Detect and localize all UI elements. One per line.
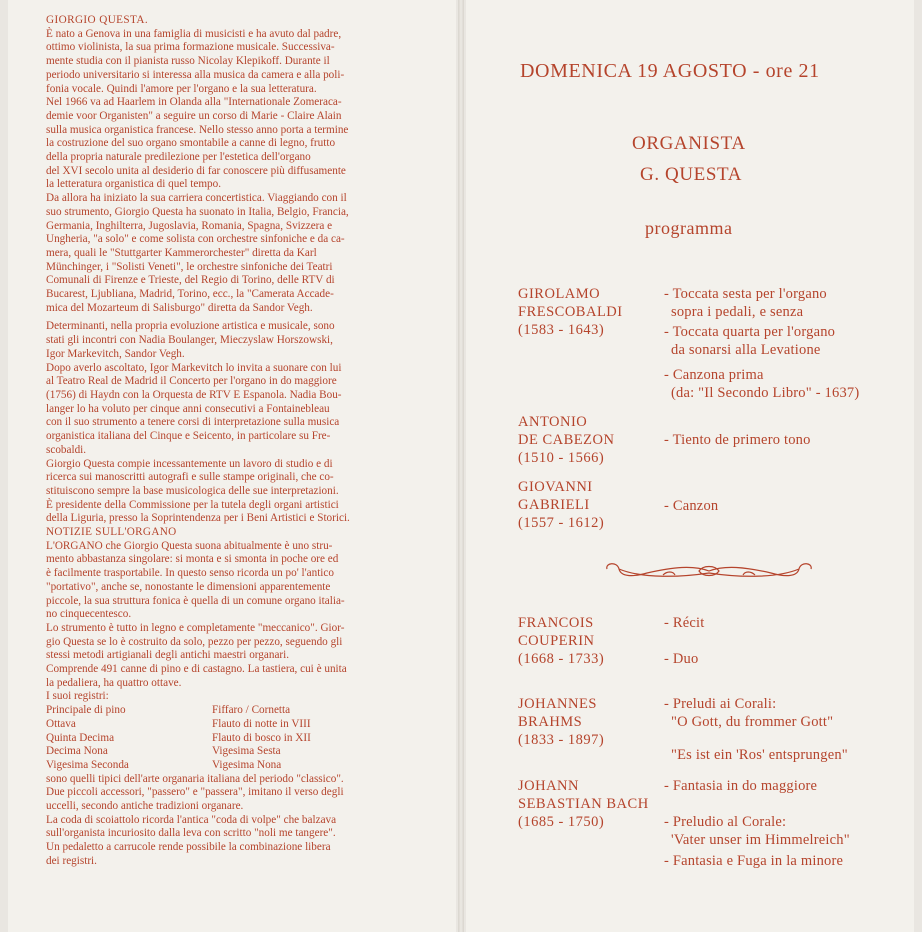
text-line: Bucarest, Ljubliana, Madrid, Torino, ecc., la "Camerata Accade-	[46, 288, 334, 301]
text-line: COUPERIN	[518, 633, 595, 649]
text-line: sulla musica organistica francese. Nello stesso anno porta a termine	[46, 123, 349, 136]
text-line: JOHANN	[518, 778, 579, 794]
programme-piece	[664, 650, 698, 668]
text-line: Vigesima Seconda	[46, 758, 129, 771]
text-line: stituiscono sempre la base musicologica delle sue interpretazioni.	[46, 484, 339, 497]
programme-piece	[664, 695, 833, 731]
programme-piece	[664, 366, 859, 402]
text-line: della Liguria, presso la Soprintendenza per i Beni Artistici e Storici.	[46, 512, 350, 525]
text-line: la pedaliera, ha quattro ottave.	[46, 676, 182, 689]
text-line: SEBASTIAN BACH	[518, 796, 649, 812]
text-line: - Fantasia e Fuga in la minore	[664, 853, 844, 869]
text-line: (1833 - 1897)	[518, 732, 605, 748]
text-line: (1756) di Haydn con la Orquesta de RTV E Espanola. Nadia Bou-	[46, 388, 342, 401]
composer-entry	[518, 614, 604, 668]
text-line: la letteratura organistica di quel tempo.	[46, 178, 222, 191]
programme-piece	[664, 285, 827, 321]
notes-paragraph-1	[46, 540, 406, 704]
text-line: "portativo", anche se, nonostante le dimensioni apparentemente	[46, 580, 331, 593]
programme-piece	[664, 614, 704, 632]
text-line: suo strumento, Giorgio Questa ha suonato in Italia, Belgio, Francia,	[46, 205, 349, 218]
text-line: gio Questa se lo è costruito da solo, pezzo per pezzo, seguendo gli	[46, 635, 343, 648]
programme-piece	[664, 497, 718, 515]
text-line: Ungheria, "a solo" e come solista con orchestre sinfoniche e da ca-	[46, 233, 345, 246]
composer-entry	[518, 413, 614, 467]
text-line: FRESCOBALDI	[518, 304, 623, 320]
text-line: Vigesima Sesta	[212, 745, 281, 758]
programme-heading: programma	[645, 218, 733, 238]
text-line: mera, quali le "Stuttgarter Kammerorchester" diretta da Karl	[46, 246, 317, 259]
text-line: Fiffaro / Cornetta	[212, 704, 291, 717]
text-line: (1557 - 1612)	[518, 515, 605, 531]
text-line: - Fantasia in do maggiore	[664, 778, 818, 794]
performer-name: G. QUESTA	[640, 164, 743, 185]
notes-paragraph-2	[46, 773, 406, 869]
text-line: con il suo strumento a tenere corsi di interpretazione sulla musica	[46, 416, 340, 429]
text-line: - Toccata sesta per l'organo	[664, 286, 827, 302]
text-line: Quinta Decima	[46, 731, 115, 744]
text-line: (1510 - 1566)	[518, 450, 605, 466]
text-line: - Toccata quarta per l'organo	[664, 324, 836, 340]
text-line: (1668 - 1733)	[518, 651, 605, 667]
text-line: Flauto di notte in VIII	[212, 717, 311, 730]
text-line: uccelli, secondo antiche tradizioni organare.	[46, 800, 244, 813]
notes-heading: NOTIZIE SULL'ORGANO	[46, 526, 177, 539]
text-line: GIOVANNI	[518, 479, 593, 495]
fold-crease	[458, 0, 464, 932]
text-line: DE CABEZON	[518, 432, 615, 448]
text-line: mica del Mozarteum di Salisburgo" diretta da Sandor Vegh.	[46, 301, 313, 314]
text-line: FRANCOIS	[518, 615, 594, 631]
text-line: 'Vater unser im Himmelreich"	[671, 832, 850, 848]
text-line: La coda di scoiattolo ricorda l'antica "coda di volpe" che balzava	[46, 813, 337, 826]
text-line: - Tiento de primero tono	[664, 432, 811, 448]
text-line: - Preludio al Corale:	[664, 814, 787, 830]
text-line: Igor Markevitch, Sandor Vegh.	[46, 347, 185, 360]
text-line: fonia vocale. Quindi l'amore per l'organo e la sua letteratura.	[46, 82, 317, 95]
text-line: la costruzione del suo organo smontabile a canne di legno, frutto	[46, 137, 336, 150]
text-line: GIROLAMO	[518, 286, 601, 302]
text-line: Vigesima Nona	[212, 758, 282, 771]
text-line: sono quelli tipici dell'arte organaria italiana del periodo "classico".	[46, 772, 344, 785]
text-line: - Duo	[664, 651, 699, 667]
text-line: (1583 - 1643)	[518, 322, 605, 338]
programme-piece	[664, 777, 817, 795]
text-line: "Es ist ein 'Ros' entsprungen"	[671, 747, 848, 763]
text-line: mente studia con il pianista russo Nicolay Klepikoff. Durante il	[46, 55, 330, 68]
text-line: Comprende 491 canne di pino e di castagno. La tastiera, cui è unita	[46, 663, 347, 676]
composer-entry	[518, 478, 604, 532]
text-line: (1685 - 1750)	[518, 814, 605, 830]
text-line: piccole, la sua struttura fonica è quella di un comune organo italia-	[46, 594, 345, 607]
text-line: Principale di pino	[46, 704, 126, 717]
text-line: ottimo violinista, la sua prima formazione musicale. Successiva-	[46, 41, 335, 54]
composer-entry	[518, 695, 604, 749]
programme-piece	[664, 813, 850, 849]
text-line: langer lo ha voluto per cinque anni consecutivi a Fontainebleau	[46, 402, 330, 415]
text-line: - Canzon	[664, 498, 719, 514]
text-line: ANTONIO	[518, 414, 588, 430]
scroll-ornament-icon	[603, 561, 815, 583]
text-line: Dopo averlo ascoltato, Igor Markevitch lo invita a suonare con lui	[46, 361, 342, 374]
text-line: JOHANNES	[518, 696, 597, 712]
text-line: È presidente della Commissione per la tutela degli organi artistici	[46, 498, 339, 511]
bio-paragraph-1	[46, 28, 406, 316]
text-line: demie voor Organisten" a seguire un corso di Marie - Claire Alain	[46, 109, 342, 122]
text-line: - Canzona prima	[664, 367, 764, 383]
text-line: Comunali di Firenze e Trieste, del Regio di Torino, delle RTV di	[46, 274, 335, 287]
registers-table	[46, 704, 406, 773]
text-line: dei registri.	[46, 854, 97, 867]
text-line: (da: "Il Secondo Libro" - 1637)	[671, 385, 860, 401]
text-line: È nato a Genova in una famiglia di musicisti e ha avuto dal padre,	[46, 27, 342, 40]
text-line: no cinquecentesco.	[46, 608, 132, 621]
text-line: Decima Nona	[46, 745, 108, 758]
bio-paragraph-2	[46, 320, 406, 526]
text-line: Münchinger, i "Solisti Veneti", le orchestre sinfoniche dei Teatri	[46, 260, 333, 273]
text-line: ricerca sui manoscritti autografi e sulle stampe originali, che co-	[46, 471, 334, 484]
text-line: "O Gott, du frommer Gott"	[671, 714, 834, 730]
text-line: organistica italiana del Cinque e Seicento, in particolare su Fre-	[46, 430, 331, 443]
biography-column	[46, 14, 406, 869]
registers-right-column	[212, 704, 382, 773]
programme-piece	[664, 323, 835, 359]
text-line: scobaldi.	[46, 443, 87, 456]
text-line: Ottava	[46, 717, 76, 730]
text-line: del XVI secolo unita al desiderio di far conoscere più diffusamente	[46, 164, 346, 177]
text-line: Un pedaletto a carrucole rende possibile la combinazione libera	[46, 841, 331, 854]
composer-entry	[518, 777, 649, 831]
text-line: sull'organista incuriosito dalla leva con scritto "noli me tangere".	[46, 827, 336, 840]
text-line: periodo universitario si interessa alla musica da camera e alla poli-	[46, 68, 345, 81]
biography-heading: GIORGIO QUESTA.	[46, 14, 149, 26]
text-line: BRAHMS	[518, 714, 583, 730]
text-line: Lo strumento è tutto in legno e completamente "meccanico". Gior-	[46, 621, 345, 634]
text-line: Da allora ha iniziato la sua carriera concertistica. Viaggiando con il	[46, 192, 347, 205]
text-line: sopra i pedali, e senza	[671, 304, 804, 320]
text-line: - Preludi ai Corali:	[664, 696, 777, 712]
text-line: L'ORGANO che Giorgio Questa suona abitualmente è uno stru-	[46, 539, 333, 552]
text-line: da sonarsi alla Levatione	[671, 342, 821, 358]
text-line: Giorgio Questa compie incessantemente un lavoro di studio e di	[46, 457, 333, 470]
programme-piece	[671, 746, 848, 764]
text-line: stati gli incontri con Nadia Boulanger, Mieczyslaw Horszowski,	[46, 334, 333, 347]
programme-piece	[664, 852, 843, 870]
text-line: mento abbastanza singolare: si monta e si smonta in poche ore ed	[46, 553, 339, 566]
text-line: al Teatro Real de Madrid il Concerto per l'organo in do maggiore	[46, 375, 337, 388]
text-line: è facilmente trasportabile. In questo senso ricorda un po' l'antico	[46, 567, 334, 580]
text-line: della propria naturale predilezione per l'estetica dell'organo	[46, 151, 311, 164]
concert-date: DOMENICA 19 AGOSTO - ore 21	[520, 60, 820, 82]
text-line: Determinanti, nella propria evoluzione artistica e musicale, sono	[46, 320, 335, 333]
text-line: GABRIELI	[518, 497, 590, 513]
text-line: I suoi registri:	[46, 690, 109, 703]
role-title: ORGANISTA	[632, 133, 746, 154]
programme-piece	[664, 431, 811, 449]
text-line: Flauto di bosco in XII	[212, 731, 311, 744]
text-line: Due piccoli accessori, "passero" e "passera", imitano il verso degli	[46, 786, 344, 799]
text-line: Germania, Inghilterra, Jugoslavia, Romania, Spagna, Svizzera e	[46, 219, 333, 232]
composer-entry	[518, 285, 623, 339]
registers-left-column	[46, 704, 212, 773]
text-line: Nel 1966 va ad Haarlem in Olanda alla "Internationale Zomeraca-	[46, 96, 342, 109]
text-line: - Récit	[664, 615, 705, 631]
text-line: stessi metodi artigianali degli antichi maestri organari.	[46, 649, 290, 662]
